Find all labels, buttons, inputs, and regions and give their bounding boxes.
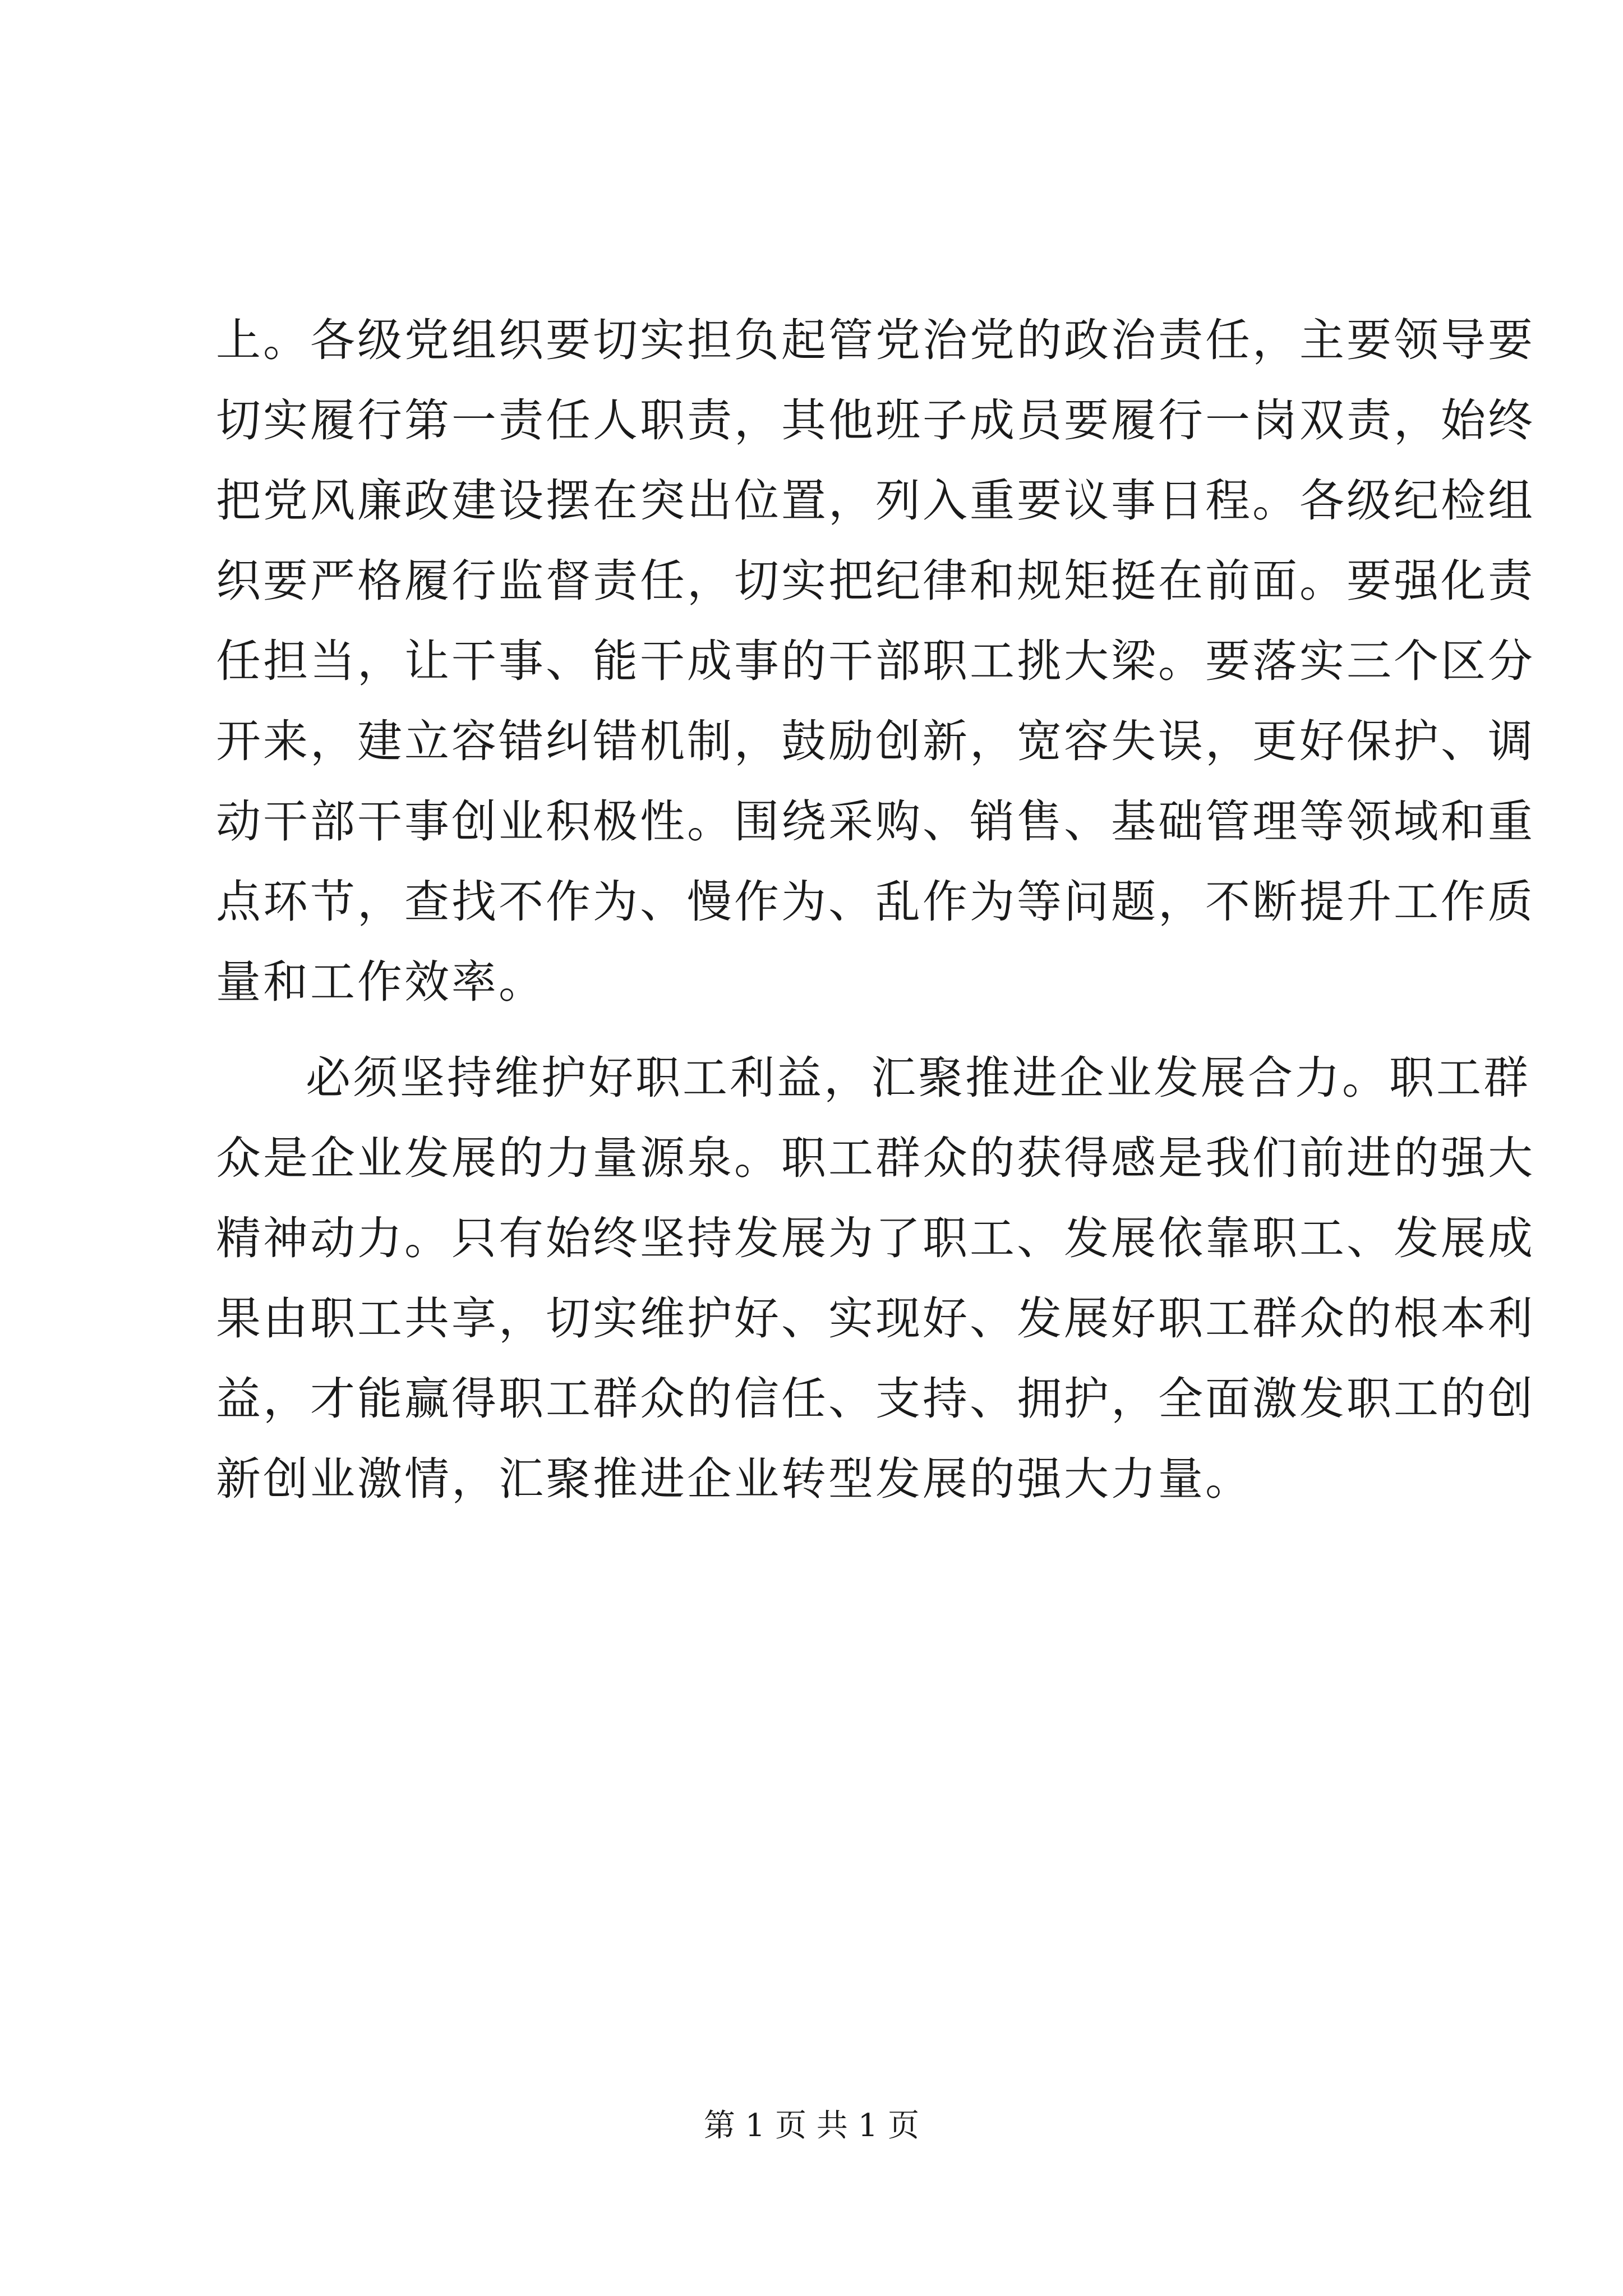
text-line: 新创业激情，汇聚推进企业转型发展的强大力量。	[216, 1453, 1252, 1505]
page-number-footer: 第 1 页 共 1 页	[703, 2108, 920, 2144]
text-line: 上。各级党组织要切实担负起管党治党的政治责任，主要领导要	[216, 314, 1535, 366]
text-line: 必须坚持维护好职工利益，汇聚推进企业发展合力。职工群	[306, 1052, 1530, 1104]
paragraph-gap	[216, 1022, 1416, 1038]
text-line: 点环节，查找不作为、慢作为、乱作为等问题，不断提升工作质	[216, 876, 1535, 928]
paragraph	[216, 1038, 1535, 1519]
text-line: 任担当，让干事、能干成事的干部职工挑大梁。要落实三个区分	[216, 635, 1535, 687]
text-line: 量和工作效率。	[216, 956, 546, 1008]
text-line: 织要严格履行监督责任，切实把纪律和规矩挺在前面。要强化责	[216, 555, 1535, 607]
text-line: 众是企业发展的力量源泉。职工群众的获得感是我们前进的强大	[216, 1132, 1535, 1184]
text-line: 动干部干事创业积极性。围绕采购、销售、基础管理等领域和重	[216, 795, 1535, 848]
paragraph	[216, 300, 1535, 1022]
text-line: 精神动力。只有始终坚持发展为了职工、发展依靠职工、发展成	[216, 1212, 1535, 1264]
text-line: 切实履行第一责任人职责，其他班子成员要履行一岗双责，始终	[216, 394, 1535, 447]
text-line: 把党风廉政建设摆在突出位置，列入重要议事日程。各级纪检组	[216, 475, 1535, 527]
text-line: 开来，建立容错纠错机制，鼓励创新，宽容失误，更好保护、调	[216, 715, 1535, 767]
text-line: 益，才能赢得职工群众的信任、支持、拥护，全面激发职工的创	[216, 1373, 1535, 1425]
text-line: 果由职工共享，切实维护好、实现好、发展好职工群众的根本利	[216, 1292, 1535, 1345]
document-body	[216, 300, 1535, 1519]
